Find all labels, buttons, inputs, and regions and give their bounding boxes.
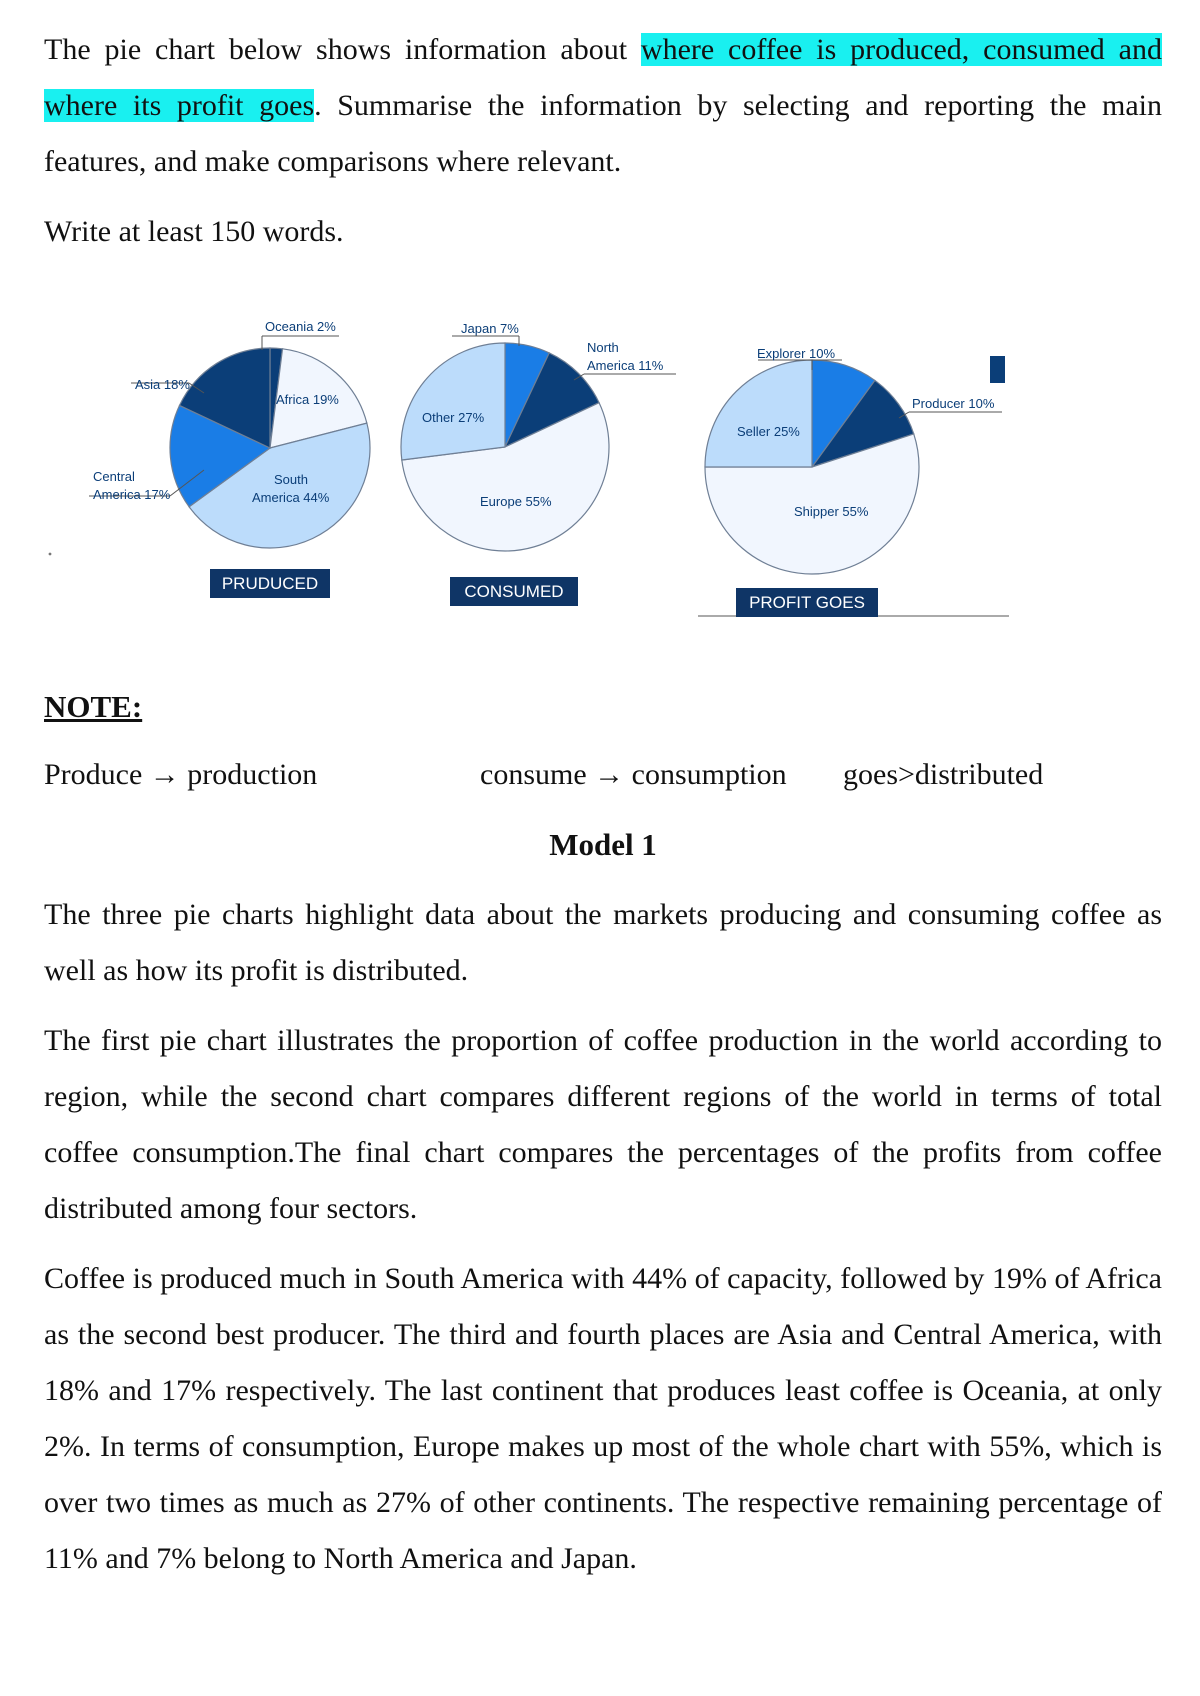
pie-3-slice-seller	[705, 360, 812, 467]
label-shipper: Shipper 55%	[794, 504, 869, 519]
title-profit-goes: PROFIT GOES	[749, 593, 865, 612]
label-oceania: Oceania 2%	[265, 319, 336, 334]
task-highlight: where coffee is produced, consumed and where its profit goes	[44, 33, 1162, 122]
legend-square-icon	[990, 356, 1005, 383]
label-seller: Seller 25%	[737, 424, 800, 439]
label-europe: Europe 55%	[480, 494, 552, 509]
document-page	[44, 22, 1162, 1601]
label-japan: Japan 7%	[461, 321, 519, 336]
label-south-america-line1: South	[274, 472, 308, 487]
label-north-america-line2: America 11%	[587, 358, 664, 373]
model-title: Model 1	[549, 827, 657, 862]
title-produced: PRUDUCED	[221, 574, 319, 593]
label-asia: Asia 18%	[135, 377, 190, 392]
label-other: Other 27%	[422, 410, 485, 425]
note-item-produce: Produce → production	[44, 758, 318, 791]
note-item-goes: goes>distributed	[843, 758, 1044, 791]
task-instruction: Write at least 150 words.	[44, 215, 344, 248]
task-intro-before: The pie chart below shows information about	[44, 33, 641, 66]
label-central-america-line1: Central	[93, 469, 135, 484]
label-south-america-line2: America 44%	[252, 490, 330, 505]
note-heading: NOTE:	[44, 689, 143, 724]
model-paragraph-3: Coffee is produced much in South America with 44% of capacity, followed by 19% of Africa as the second best producer. The third and fourth places are Asia and Central America, with 18% and 17% respectively. The last continent that produces least coffee is Oceania, at only 2%. In terms of consumption, Europe makes up most of the whole chart with 55%, which is over two times as much as 27% of other continents. The respective remaining percentage of 11% and 7% belong to North America and Japan.	[44, 1262, 1162, 1575]
stray-dot	[49, 553, 52, 556]
label-africa: Africa 19%	[276, 392, 339, 407]
pie-charts-figure	[44, 278, 1162, 663]
label-explorer: Explorer 10%	[757, 346, 836, 361]
model-paragraph-2: The first pie chart illustrates the proportion of coffee production in the world according to region, while the second chart compares different regions of the world in terms of total coffee consumption.The final chart compares the percentages of the profits from coffee distributed among four sectors.	[44, 1024, 1162, 1225]
model-paragraph-1: The three pie charts highlight data about the markets producing and consuming coffee as well as how its profit is distributed.	[44, 898, 1162, 987]
note-row	[44, 747, 1162, 803]
title-consumed: CONSUMED	[464, 582, 564, 601]
note-item-consume: consume → consumption	[480, 758, 787, 791]
task-prompt	[44, 22, 1162, 190]
pie-2-slice-other	[401, 343, 505, 460]
task-intro-after: . Summarise the information by selecting and reporting the main features, and make comparisons where relevant.	[44, 89, 1162, 178]
label-central-america-line2: America 17%	[93, 487, 171, 502]
label-producer: Producer 10%	[912, 396, 995, 411]
label-north-america-line1: North	[587, 340, 619, 355]
pie-charts-svg	[44, 278, 1162, 663]
